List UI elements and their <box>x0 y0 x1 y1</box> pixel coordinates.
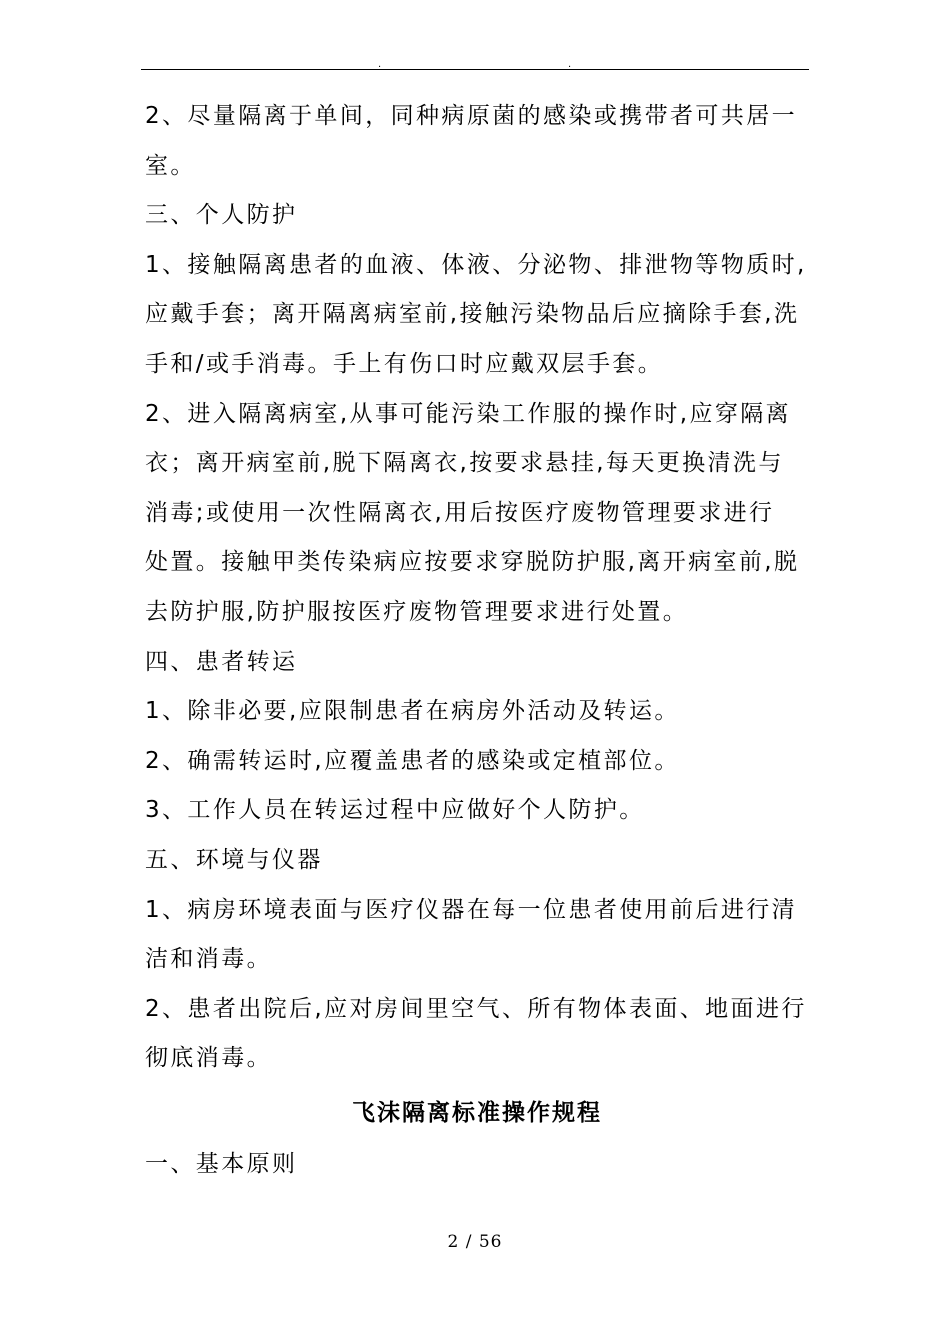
text-line-19: 2、患者出院后,应对房间里空气、所有物体表面、地面进行 <box>145 995 807 1022</box>
section-heading-personal-protection: 三、个人防护 <box>145 202 298 229</box>
section-title: 飞沫隔离标准操作规程 <box>352 1100 602 1126</box>
text-line-4: 1、接触隔离患者的血液、体液、分泌物、排泄物等物质时, <box>145 251 807 278</box>
header-mark-left: . <box>378 59 382 70</box>
text-line-1: 2、尽量隔离于单间，同种病原菌的感染或携带者可共居一 <box>145 103 798 129</box>
text-line-7: 2、进入隔离病室,从事可能污染工作服的操作时,应穿隔离 <box>145 400 792 427</box>
header-rule <box>141 69 809 70</box>
header-mark-right: . <box>568 59 572 70</box>
text-line-9: 消毒;或使用一次性隔离衣,用后按医疗废物管理要求进行 <box>145 499 775 526</box>
text-line-13: 1、除非必要,应限制患者在病房外活动及转运。 <box>145 698 680 725</box>
text-line-8: 衣；离开病室前,脱下隔离衣,按要求悬挂,每天更换清洗与 <box>145 450 784 477</box>
text-line-5: 应戴手套；离开隔离病室前,接触污染物品后应摘除手套,洗 <box>145 301 800 328</box>
section-heading-patient-transport: 四、患者转运 <box>145 648 298 675</box>
text-line-2: 室。 <box>145 152 196 179</box>
text-line-18: 洁和消毒。 <box>145 946 272 973</box>
text-line-20: 彻底消毒。 <box>145 1045 272 1072</box>
text-line-10: 处置。接触甲类传染病应按要求穿脱防护服,离开病室前,脱 <box>145 549 800 576</box>
text-line-14: 2、确需转运时,应覆盖患者的感染或定植部位。 <box>145 747 680 774</box>
text-line-15: 3、工作人员在转运过程中应做好个人防护。 <box>145 797 645 824</box>
page-number: 2 / 56 <box>447 1232 503 1252</box>
section-heading-environment: 五、环境与仪器 <box>145 846 323 873</box>
text-line-11: 去防护服,防护服按医疗废物管理要求进行处置。 <box>145 598 689 625</box>
document-body <box>145 92 813 1084</box>
text-line-17: 1、病房环境表面与医疗仪器在每一位患者使用前后进行清 <box>145 896 798 923</box>
section-heading-basic-principles: 一、基本原则 <box>145 1151 298 1177</box>
text-line-6: 手和/或手消毒。手上有伤口时应戴双层手套。 <box>145 350 664 377</box>
